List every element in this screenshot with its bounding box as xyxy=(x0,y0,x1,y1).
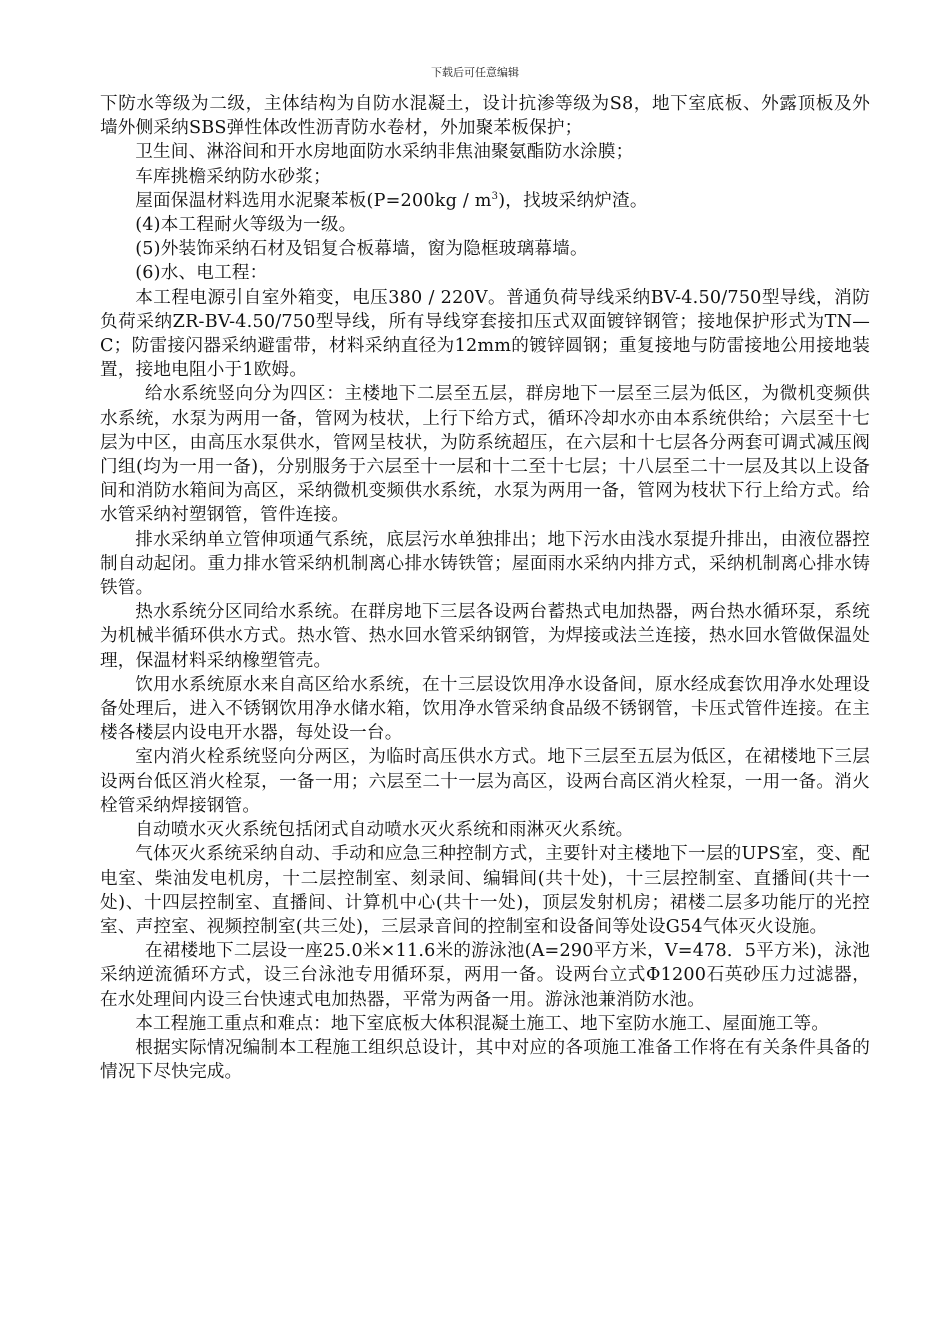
paragraph-waterproof-grade: 下防水等级为二级，主体结构为自防水混凝土，设计抗渗等级为S8，地下室底板、外露顶板及外墙外侧采纳SBS弹性体改性沥青防水卷材，外加聚苯板保护； xyxy=(100,94,870,139)
paragraph-construction-plan: 根据实际情况编制本工程施工组织总设计，其中对应的各项施工准备工作将在有关条件具备的情况下尽快完成。 xyxy=(100,1037,870,1083)
paragraph-exterior-finish: (5)外装饰采纳石材及铝复合板幕墙，窗为隐框玻璃幕墙。 xyxy=(135,239,588,260)
paragraph-water-electric-heading: (6)水、电工程： xyxy=(135,263,268,284)
roof-insulation-text-before: 屋面保温材料选用水泥聚苯板(P=200kg / m xyxy=(135,190,492,211)
paragraph-gas-extinguishing: 气体灭火系统采纳自动、手动和应急三种控制方式，主要针对主楼地下一层的UPS室，变、配电室、柴油发电机房，十二层控制室、刻录间、编辑间(共十处)，十三层控制室、直播间(共十一处)、十四层控制室、直播间、计算机中心(共十一处)，顶层发射机房；裙楼二层多功能厅的光控室、声控室、视频控制室(共三处)，三层录音间的控制室和设备间等处设G54气体灭火设施。 xyxy=(100,844,870,937)
page-header: 下载后可任意编辑 xyxy=(431,66,519,79)
paragraph-bathroom-waterproof: 卫生间、淋浴间和开水房地面防水采纳非焦油聚氨酯防水涂膜； xyxy=(135,142,634,163)
paragraph-hot-water: 热水系统分区同给水系统。在群房地下三层各设两台蓄热式电加热器，两台热水循环泵，系统为机械半循环供水方式。热水管、热水回水管采纳钢管，为焊接或法兰连接，热水回水管做保温处理，保温材料采纳橡塑管壳。 xyxy=(100,602,870,671)
paragraph-garage-eaves: 车库挑檐采纳防水砂浆； xyxy=(135,166,331,187)
paragraph-swimming-pool: 在裙楼地下二层设一座25.0米×11.6米的游泳池(A=290平方米，V=478．5平方米)，泳池采纳逆流循环方式，设三台泳池专用循环泵，两用一备。设两台立式Φ1200石英砂压力过滤器，在水处理间内设三台快速式电加热器，平常为两备一用。游泳池兼消防水池。 xyxy=(100,941,870,1010)
paragraph-sprinkler: 自动喷水灭火系统包括闭式自动喷水灭火系统和雨淋灭火系统。 xyxy=(135,820,634,841)
cubic-superscript: 3 xyxy=(491,190,499,202)
paragraph-drainage: 排水采纳单立管伸项通气系统，底层污水单独排出；地下污水由浅水泵提升排出，由液位器控制自动起闭。重力排水管采纳机制离心排水铸铁管；屋面雨水采纳内排方式，采纳机制离心排水铸铁管。 xyxy=(100,529,870,599)
roof-insulation-text-after: )，找坡采纳炉渣。 xyxy=(498,190,648,211)
paragraph-water-supply-zones: 给水系统竖向分为四区：主楼地下二层至五层，群房地下一层至三层为低区，为微机变频供水系统，水泵为两用一备，管网为枝状，上行下给方式，循环冷却水亦由本系统供给；六层至十七层为中区，由高压水泵供水，管网呈枝状，为防系统超压，在六层和十七层各分两套可调式减压阀门组(均为一用一备)，分别服务于六层至十一层和十二至十七层；十八层至二十一层及其以上设备间和消防水箱间为高区，采纳微机变频供水系统，水泵为两用一备，管网为枝状下行上给方式。给水管采纳衬塑钢管，管件连接。 xyxy=(100,384,870,526)
paragraph-roof-insulation xyxy=(100,189,870,213)
document-body xyxy=(100,92,870,1084)
paragraph-drinking-water: 饮用水系统原水来自高区给水系统，在十三层设饮用净水设备间，原水经成套饮用净水处理设备处理后，进入不锈钢饮用净水储水箱，饮用净水管采纳食品级不锈钢管，卡压式管件连接。在主楼各楼层内设电开水器，每处设一台。 xyxy=(100,674,870,744)
paragraph-fire-hydrant: 室内消火栓系统竖向分两区，为临时高压供水方式。地下三层至五层为低区，在裙楼地下三层设两台低区消火栓泵，一备一用；六层至二十一层为高区，设两台高区消火栓泵，一用一备。消火栓管采纳焊接钢管。 xyxy=(100,747,870,816)
paragraph-fire-rating: (4)本工程耐火等级为一级。 xyxy=(135,215,357,236)
paragraph-power-supply: 本工程电源引自室外箱变，电压380 / 220V。普通负荷导线采纳BV-4.50/750型导线，消防负荷采纳ZR-BV-4.50/750型导线，所有导线穿套接扣压式双面镀锌钢管；接地保护形式为TN—C；防雷接闪器采纳避雷带，材料采纳直径为12mm的镀锌圆钢；重复接地与防雷接地公用接地装置，接地电阻小于1欧姆。 xyxy=(100,287,870,381)
paragraph-key-difficulties: 本工程施工重点和难点：地下室底板大体积混凝土施工、地下室防水施工、屋面施工等。 xyxy=(135,1013,830,1034)
